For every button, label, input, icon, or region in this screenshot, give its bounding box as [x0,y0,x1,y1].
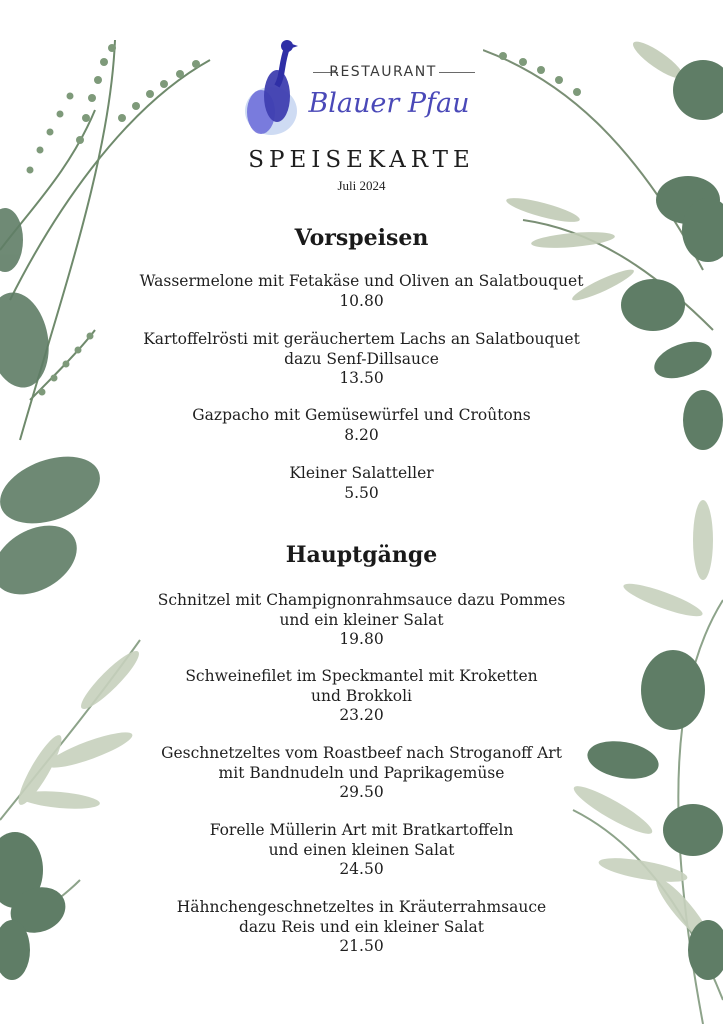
dish-name-line2: und ein kleiner Salat [279,610,444,629]
dish-price: 24.50 [339,860,384,878]
dish-item [0,464,723,503]
peacock-icon [243,26,303,138]
dish-name: Schnitzel mit Champignonrahmsauce dazu Pommes [157,591,566,609]
dish-name-line2: dazu Senf-Dillsauce [284,349,439,368]
dish-price: 8.20 [344,425,379,444]
dish-name: Kartoffelrösti mit geräuchertem Lachs an Salatbouquet [143,330,580,348]
dish-name: Forelle Müllerin Art mit Bratkartoffeln [209,821,514,839]
dish-name: Geschnetzeltes vom Roastbeef nach Stroganoff Art [161,744,562,762]
dish-name: Wassermelone mit Fetakäse und Oliven an Salatbouquet [139,272,584,290]
dish-name: Hähnchengeschnetzeltes in Kräuterrahmsauce [176,898,547,916]
dish-item [0,898,723,957]
dish-price: 19.80 [339,630,384,648]
dish-name: Kleiner Salatteller [289,464,434,482]
dish-price: 5.50 [344,483,379,502]
dish-item [0,406,723,445]
dish-name-line2: und einen kleinen Salat [268,840,455,859]
section-title-hauptgaenge: Hauptgänge [285,542,438,568]
dish-item [0,330,723,389]
menu-date: Juli 2024 [337,178,386,193]
logo-wordmark: RESTAURANT [329,64,437,80]
dish-name-line2: und Brokkoli [311,686,412,705]
dish-item [0,591,723,650]
dish-price: 10.80 [339,291,384,310]
dish-price: 21.50 [339,937,384,955]
dish-price: 13.50 [339,369,384,387]
dish-name-line2: mit Bandnudeln und Paprikagemüse [218,763,505,782]
dish-item [0,744,723,803]
dish-price: 23.20 [339,706,384,724]
dish-item [0,821,723,880]
dish-name-line2: dazu Reis und ein kleiner Salat [238,917,485,936]
dish-name: Schweinefilet im Speckmantel mit Kroketten [185,667,538,685]
section-title-vorspeisen: Vorspeisen [294,225,429,251]
dish-item [0,667,723,726]
dish-name: Gazpacho mit Gemüsewürfel und Croûtons [192,406,531,424]
dish-price: 29.50 [339,783,384,801]
logo-script-name: Blauer Pfau [308,88,470,119]
page-title: SPEISEKARTE [248,147,475,173]
dish-item [0,272,723,311]
restaurant-logo [243,26,483,138]
